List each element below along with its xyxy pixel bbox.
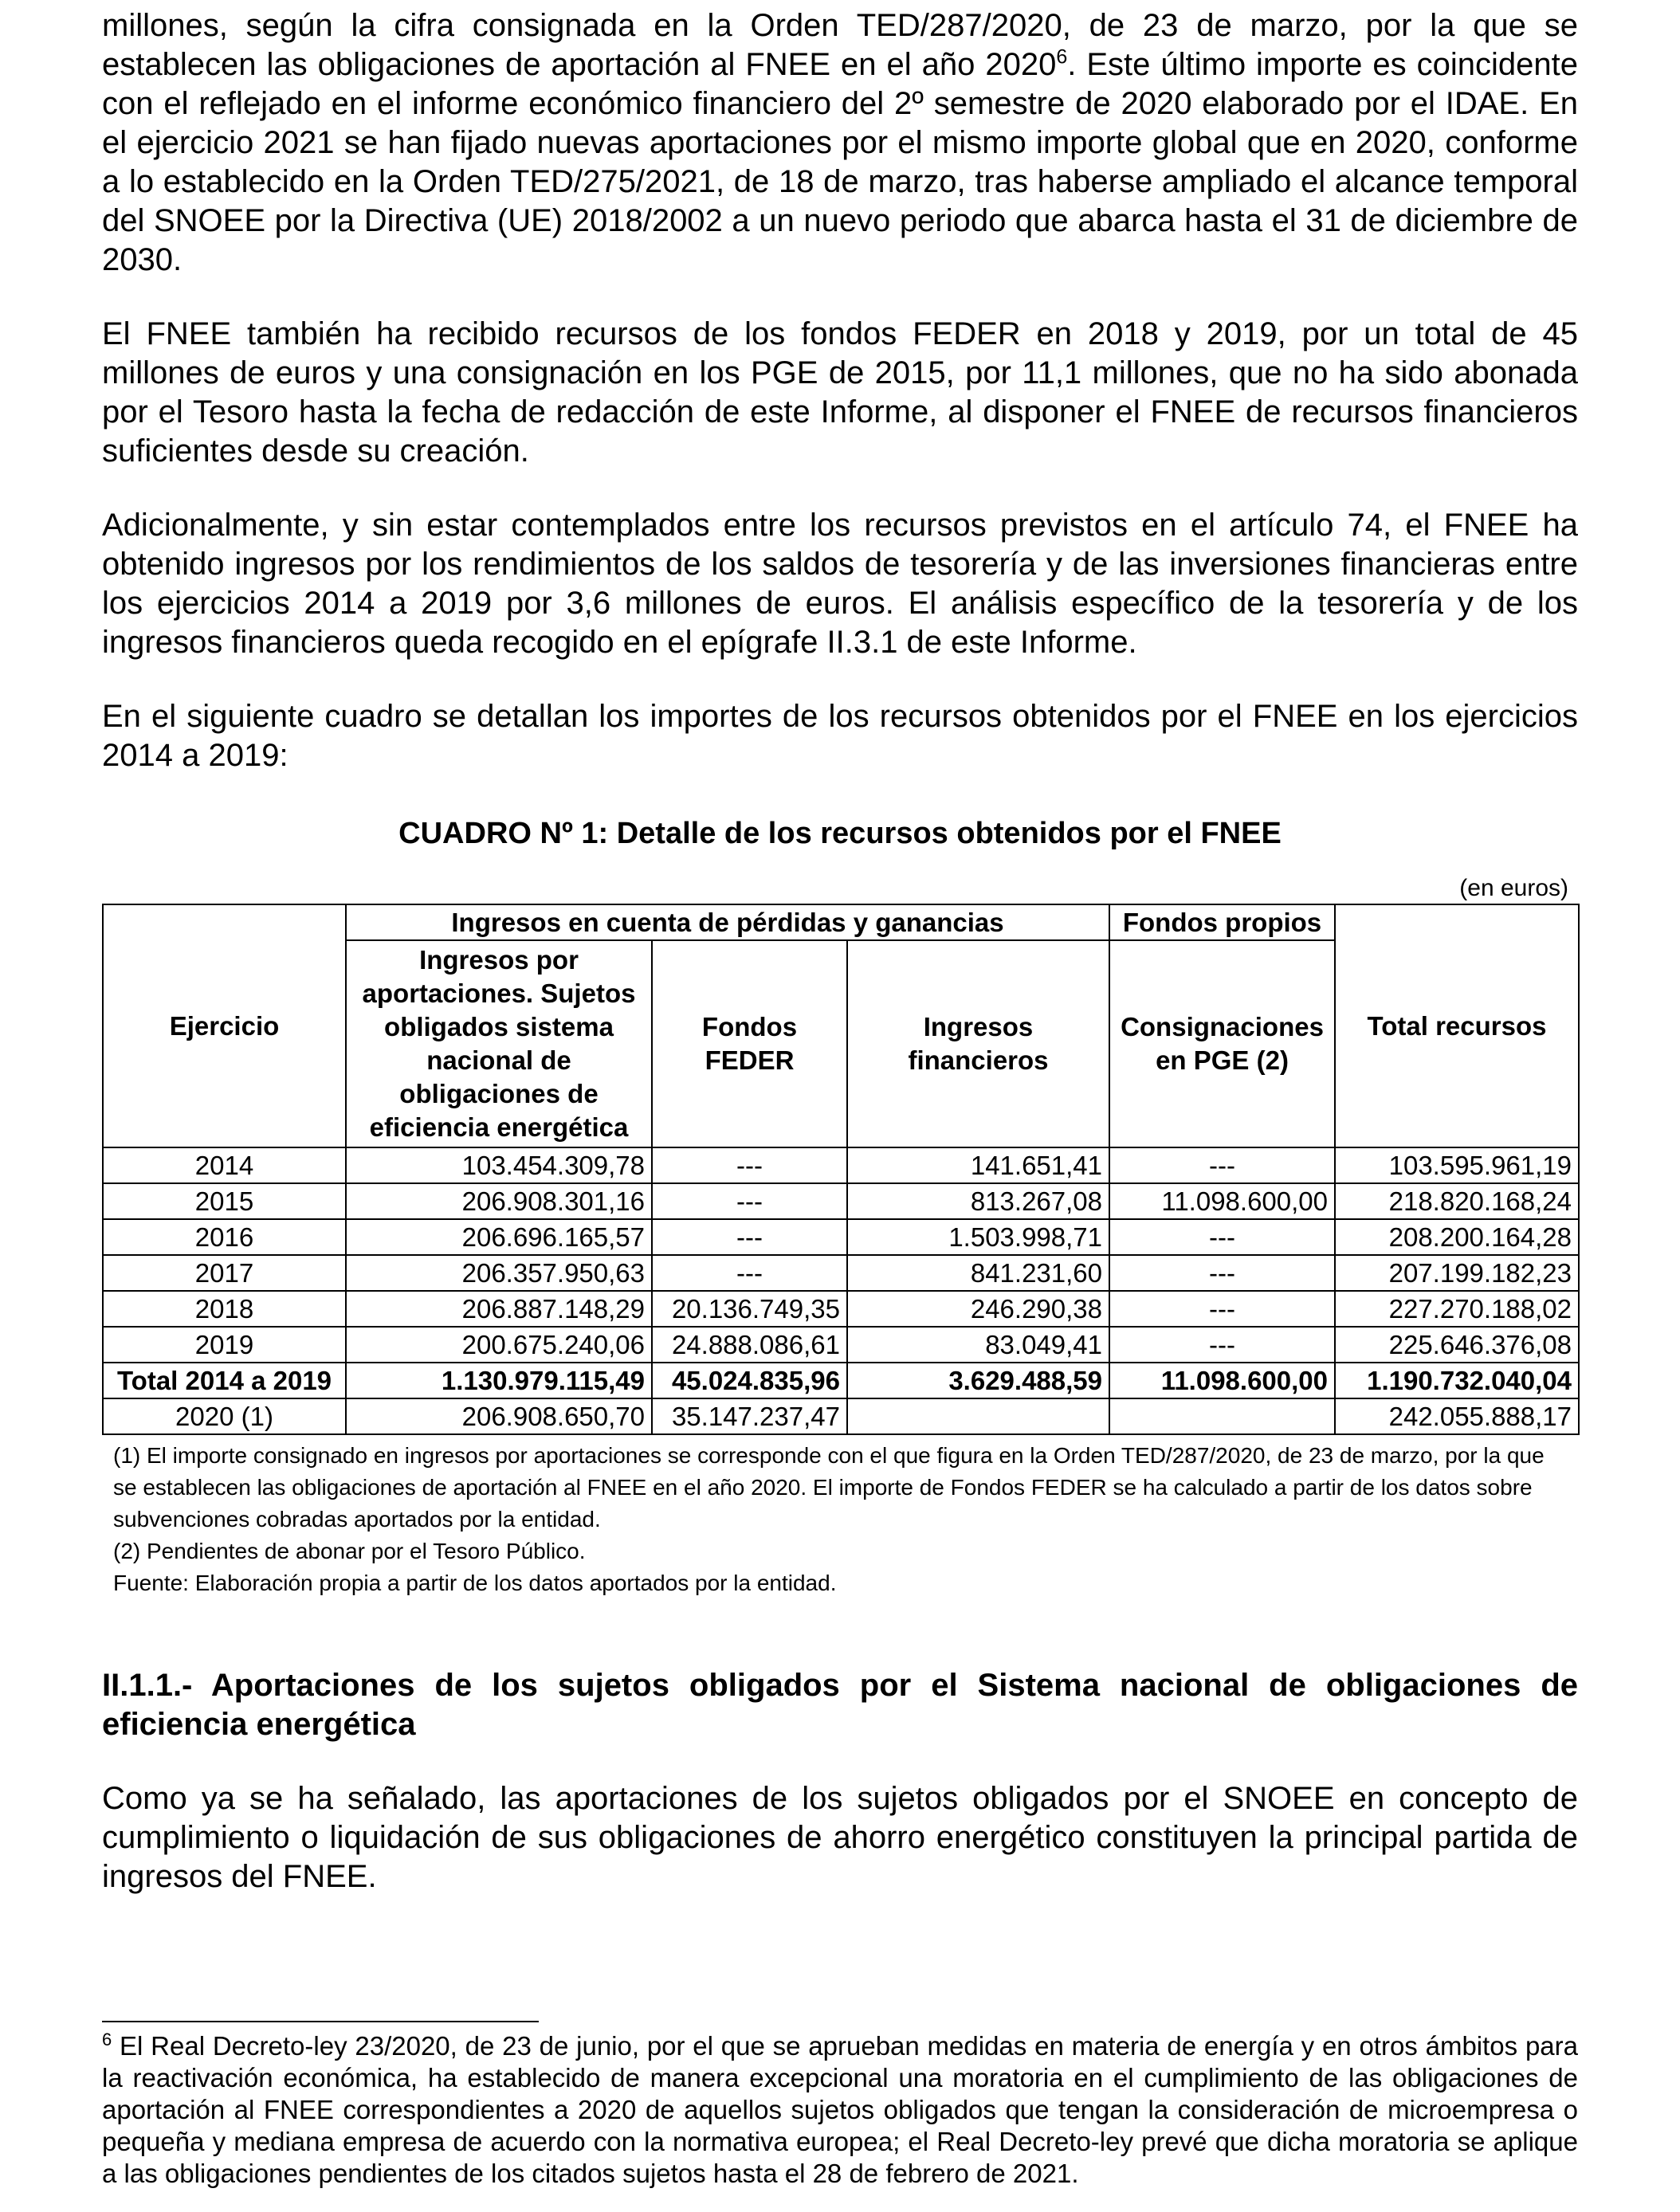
cell-financieros: 841.231,60 bbox=[847, 1255, 1109, 1291]
cell-financieros: 83.049,41 bbox=[847, 1327, 1109, 1363]
footnote-divider bbox=[102, 2021, 539, 2022]
cell-pge: --- bbox=[1109, 1219, 1335, 1255]
cell-ejercicio: 2017 bbox=[103, 1255, 346, 1291]
cell-feder: 45.024.835,96 bbox=[652, 1363, 847, 1398]
cell-aportaciones: 206.908.650,70 bbox=[346, 1398, 652, 1434]
table-notes bbox=[102, 1440, 1578, 1599]
cell-feder: 24.888.086,61 bbox=[652, 1327, 847, 1363]
cell-feder: --- bbox=[652, 1183, 847, 1219]
cell-aportaciones: 206.357.950,63 bbox=[346, 1255, 652, 1291]
table-row bbox=[103, 1291, 1579, 1327]
cell-total: 225.646.376,08 bbox=[1335, 1327, 1579, 1363]
cell-financieros: 246.290,38 bbox=[847, 1291, 1109, 1327]
cell-ejercicio: 2014 bbox=[103, 1147, 346, 1183]
table-note: (1) El importe consignado en ingresos por aportaciones se corresponde con el que figura en la Orden TED/287/2020, de 23 de marzo, por la que se establecen las obligaciones de aportación al FNEE en el año 2020. El importe de Fondos FEDER se ha calculado a partir de los datos sobre subvenciones cobradas aportados por la entidad. bbox=[113, 1443, 1545, 1532]
footnote bbox=[102, 2030, 1578, 2190]
cell-pge: --- bbox=[1109, 1291, 1335, 1327]
header-ingresos-financieros: Ingresos financieros bbox=[847, 940, 1109, 1147]
cell-feder: --- bbox=[652, 1219, 847, 1255]
cell-ejercicio: 2020 (1) bbox=[103, 1398, 346, 1434]
cell-total: 208.200.164,28 bbox=[1335, 1219, 1579, 1255]
cell-pge: 11.098.600,00 bbox=[1109, 1183, 1335, 1219]
paragraph-ingresos-financieros: Adicionalmente, y sin estar contemplados entre los recursos previstos en el artículo 74, el FNEE ha obtenido ingresos por los rendimientos de los saldos de tesorería y de las inversiones financieras entre los ejercicios 2014 a 2019 por 3,6 millones de euros. El análisis específico de la tesorería y de los ingresos financieros queda recogido en el epígrafe II.3.1 de este Informe. bbox=[102, 508, 1578, 660]
paragraph-text: . Este último importe es coincidente con el reflejado en el informe económico financiero del 2º semestre de 2020 elaborado por el IDAE. En el ejercicio 2021 se han fijado nuevas aportaciones por el mismo importe global que en 2020, conforme a lo establecido en la Orden TED/275/2021, de 18 de marzo, tras haberse ampliado el alcance temporal del SNOEE por la Directiva (UE) 2018/2002 a un nuevo periodo que abarca hasta el 31 de diciembre de 2030. bbox=[102, 47, 1579, 277]
cell-ejercicio: 2016 bbox=[103, 1219, 346, 1255]
table-row bbox=[103, 1398, 1579, 1434]
table-row bbox=[103, 1183, 1579, 1219]
header-aportaciones: Ingresos por aportaciones. Sujetos obligados sistema nacional de obligaciones de eficiencia energética bbox=[346, 940, 652, 1147]
header-ejercicio: Ejercicio bbox=[103, 904, 346, 1147]
table-note: (2) Pendientes de abonar por el Tesoro Público. bbox=[113, 1539, 586, 1563]
cell-pge: --- bbox=[1109, 1147, 1335, 1183]
footnote-text: El Real Decreto-ley 23/2020, de 23 de junio, por el que se aprueban medidas en materia de energía y en otros ámbitos para la reactivación económica, ha establecido de manera excepcional una moratoria en el cumplimiento de las obligaciones de aportación al FNEE correspondientes a 2020 de aquellos sujetos obligados que tengan la consideración de microempresa o pequeña y mediana empresa de acuerdo con la normativa europea; el Real Decreto-ley prevé que dicha moratoria se aplique a las obligaciones pendientes de los citados sujetos hasta el 28 de febrero de 2021. bbox=[102, 2031, 1578, 2188]
cell-aportaciones: 206.908.301,16 bbox=[346, 1183, 652, 1219]
document-page bbox=[102, 6, 1578, 1896]
table-source: Fuente: Elaboración propia a partir de los datos aportados por la entidad. bbox=[113, 1571, 837, 1595]
cell-aportaciones: 200.675.240,06 bbox=[346, 1327, 652, 1363]
cell-total: 207.199.182,23 bbox=[1335, 1255, 1579, 1291]
footnote-reference[interactable]: 6 bbox=[1056, 45, 1068, 69]
table-units: (en euros) bbox=[1459, 875, 1568, 901]
cell-financieros: 141.651,41 bbox=[847, 1147, 1109, 1183]
cell-total: 218.820.168,24 bbox=[1335, 1183, 1579, 1219]
cell-financieros: 3.629.488,59 bbox=[847, 1363, 1109, 1398]
cell-pge: 11.098.600,00 bbox=[1109, 1363, 1335, 1398]
paragraph-aportaciones: Como ya se ha señalado, las aportaciones de los sujetos obligados por el SNOEE en concepto de cumplimiento o liquidación de sus obligaciones de ahorro energético constituyen la principal partida de ingresos del FNEE. bbox=[102, 1781, 1578, 1894]
header-feder: Fondos FEDER bbox=[652, 940, 847, 1147]
cell-total: 1.190.732.040,04 bbox=[1335, 1363, 1579, 1398]
table-row bbox=[103, 1219, 1579, 1255]
cell-aportaciones: 206.696.165,57 bbox=[346, 1219, 652, 1255]
cell-financieros: 813.267,08 bbox=[847, 1183, 1109, 1219]
cell-ejercicio: Total 2014 a 2019 bbox=[103, 1363, 346, 1398]
paragraph-intro-cuadro: En el siguiente cuadro se detallan los importes de los recursos obtenidos por el FNEE en los ejercicios 2014 a 2019: bbox=[102, 699, 1578, 773]
header-group-pyg: Ingresos en cuenta de pérdidas y ganancias bbox=[346, 904, 1109, 940]
cell-ejercicio: 2015 bbox=[103, 1183, 346, 1219]
paragraph-feder: El FNEE también ha recibido recursos de los fondos FEDER en 2018 y 2019, por un total de 45 millones de euros y una consignación en los PGE de 2015, por 11,1 millones, que no ha sido abonada por el Tesoro hasta la fecha de redacción de este Informe, al disponer el FNEE de recursos financieros suficientes desde su creación. bbox=[102, 316, 1578, 469]
header-group-fondos-propios: Fondos propios bbox=[1109, 904, 1335, 940]
resources-table bbox=[102, 904, 1580, 1435]
table-title: CUADRO Nº 1: Detalle de los recursos obtenidos por el FNEE bbox=[398, 817, 1282, 850]
table-row bbox=[103, 1327, 1579, 1363]
cell-ejercicio: 2018 bbox=[103, 1291, 346, 1327]
paragraph-text: millones, según la cifra consignada en la Orden TED/287/2020, de 23 de marzo, por la que se establecen las obligaciones de aportación al FNEE en el año 2020 bbox=[102, 8, 1578, 82]
header-total-recursos: Total recursos bbox=[1335, 904, 1579, 1147]
table-row-total bbox=[103, 1363, 1579, 1398]
cell-ejercicio: 2019 bbox=[103, 1327, 346, 1363]
cell-total: 242.055.888,17 bbox=[1335, 1398, 1579, 1434]
cell-total: 103.595.961,19 bbox=[1335, 1147, 1579, 1183]
cell-aportaciones: 206.887.148,29 bbox=[346, 1291, 652, 1327]
cell-aportaciones: 1.130.979.115,49 bbox=[346, 1363, 652, 1398]
cell-feder: 35.147.237,47 bbox=[652, 1398, 847, 1434]
cell-feder: 20.136.749,35 bbox=[652, 1291, 847, 1327]
cell-feder: --- bbox=[652, 1255, 847, 1291]
cell-pge: --- bbox=[1109, 1255, 1335, 1291]
cell-total: 227.270.188,02 bbox=[1335, 1291, 1579, 1327]
cell-pge: --- bbox=[1109, 1327, 1335, 1363]
cell-financieros bbox=[847, 1398, 1109, 1434]
table-row bbox=[103, 1147, 1579, 1183]
cell-feder: --- bbox=[652, 1147, 847, 1183]
cell-aportaciones: 103.454.309,78 bbox=[346, 1147, 652, 1183]
section-heading: II.1.1.- Aportaciones de los sujetos obligados por el Sistema nacional de obligaciones de eficiencia energética bbox=[102, 1668, 1578, 1742]
paragraph-orden-ted bbox=[102, 6, 1578, 280]
footnote-number: 6 bbox=[102, 2030, 112, 2049]
cell-pge bbox=[1109, 1398, 1335, 1434]
header-consignaciones-pge: Consignaciones en PGE (2) bbox=[1109, 940, 1335, 1147]
cell-financieros: 1.503.998,71 bbox=[847, 1219, 1109, 1255]
table-row bbox=[103, 1255, 1579, 1291]
